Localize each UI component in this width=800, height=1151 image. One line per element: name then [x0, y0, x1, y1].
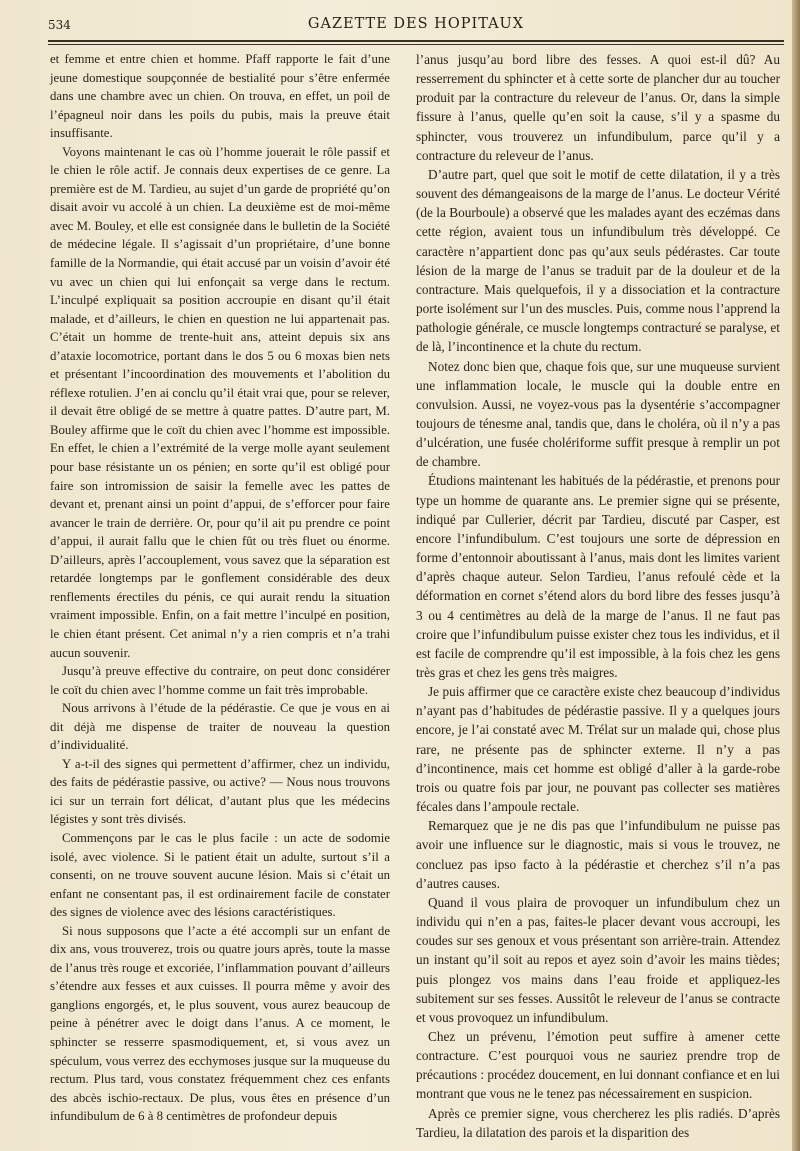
paragraph: Voyons maintenant le cas où l’homme jouerait le rôle passif et le chien le rôle actif. Je connais deux expertises de ce genre. La première est de M. Tardieu, au sujet d’un garde de propriété qu’on disait avoir vu accolé à un chien. La deuxième est de moi-même avec M. Bouley, et elle est consignée dans le bulletin de la Société de médecine légale. Il s’agissait d’un propriétaire, d’une bonne famille de la Normandie, qui était accusé par un voisin d’avoir été vu avec un chien qui lui enfonçait sa verge dans le rectum. L’inculpé expliquait sa position accroupie en disant qu’il était malade, et d’ailleurs, le chien en question ne lui appartenait pas. C’était un homme de trente-huit ans, atteint depuis six ans d’ataxie locomotrice, portant dans le dos 5 ou 6 moxas bien nets et présentant l’incoordination des mouvements et l’abolition du réflexe rotulien. J’en ai conclu qu’il était vrai que, pour se relever, il devait être obligé de se mettre à quatre pattes. D’autre part, M. Bouley affirme que le coït du chien avec l’homme est impossible. En effet, le chien a l’extrémité de la verge molle ayant seulement pour base résistante un os pénien; en sorte qu’il est obligé pour faire son intromission de saisir la femelle avec les pattes de devant et, prenant ainsi un point d’appui, de s’efforcer pour faire avancer le train de derrière. Or, pour qu’il ait pu prendre ce point d’appui, il aurait fallu que le chien fût ou très fluet ou énorme. D’ailleurs, après l’accouplement, vous savez que la séparation est retardée longtemps par le gonflement considérable des deux renflements érectiles du pénis, ce qui aurait rendu la situation vraiment impossible. Enfin, on a fait mettre l’inculpé en position, le chien étant présent. Cet animal n’y a rien compris et n’a trahi aucun souvenir.	[50, 144, 390, 660]
journal-title: GAZETTE DES HOPITAUX	[307, 16, 525, 32]
paragraph: Si nous supposons que l’acte a été accompli sur un enfant de dix ans, vous trouverez, trois ou quatre jours après, toute la masse de l’anus très rouge et excoriée, l’inflammation pouvant d’ailleurs s’étendre aux fesses et aux cuisses. Il pourra même y avoir des ganglions engorgés, et, le plus souvent, vous aurez beaucoup de peine à pénétrer avec le doigt dans l’anus. A ce moment, le sphincter se resserre spasmodiquement, et, si vous avez un spéculum, vous verrez des ecchymoses jusque sur la muqueuse du rectum. Plus tard, vous constatez fréquemment chez ces enfants des abcès ischio-rectaux. De plus, vous êtes en présence d’un infundibulum de 6 à 8 centimètres de profondeur depuis	[50, 923, 390, 1124]
paragraph: Quand il vous plaira de provoquer un infundibulum chez un individu qui n’en a pas, faites-le placer devant vous accroupi, les coudes sur ses genoux et vous présentant son arrière-train. Attendez un instant qu’il soit au repos et ayez soin d’avoir les mains tièdes; puis plongez vos mains dans l’eau froide et appliquez-les subitement sur ses fesses. Aussitôt le releveur de l’anus se contracte et vous provoquez un infundibulum.	[416, 894, 780, 1025]
paragraph: Commençons par le cas le plus facile : un acte de sodomie isolé, avec violence. Si le patient était un adulte, surtout s’il a consenti, on ne trouve souvent aucune lésion. Mais si c’était un enfant ne consentant pas, il est ordinairement facile de constater des signes de violence avec des lésions caractéristiques.	[50, 830, 390, 920]
paragraph: l’anus jusqu’au bord libre des fesses. A quoi est-il dû? Au resserrement du sphincter et à cette sorte de plancher dur au toucher produit par la contracture du releveur de l’anus. Or, dans la simple fissure à l’anus, quelle qu’en soit la cause, s’il y a spasme du sphincter, vous trouverez un infundibulum, parce qu’il y a contracture du releveur de l’anus.	[416, 52, 780, 163]
paragraph: D’autre part, quel que soit le motif de cette dilatation, il y a très souvent des démangeaisons de la marge de l’anus. Le docteur Vérité (de la Bourboule) a observé que les malades ayant des eczémas dans cette région, avaient tous un infundibulum très développé. Ce caractère n’appartient donc pas qu’aux seuls pédérastes. Car toute lésion de la marge de l’anus se traduit par de la douleur et de la contracture. Mais quelquefois, il y a dissociation et la contracture porte isolément sur l’un des muscles. Puis, comme nous l’apprend la pathologie générale, ce muscle longtemps contracturé se paralyse, et de là, l’incontinence et la chute du rectum.	[416, 166, 780, 355]
paragraph: Nous arrivons à l’étude de la pédérastie. Ce que je vous en ai dit déjà me dispense de traiter de nouveau la question d’individualité.	[50, 701, 390, 753]
paragraph: Jusqu’à preuve effective du contraire, on peut donc considérer le coït du chien avec l’homme comme un fait très improbable.	[50, 664, 390, 697]
paragraph: et femme et entre chien et homme. Pfaff rapporte le fait d’une jeune domestique soupçonnée de bestialité pour s’être enfermée dans une chambre avec un chien. On trouva, en effet, un poil de l’épagneul noir dans les poils du pubis, mais la preuve était insuffisante.	[50, 52, 390, 141]
left-column	[50, 50, 390, 1126]
header-rule-thick	[48, 40, 784, 42]
paragraph: Je puis affirmer que ce caractère existe chez beaucoup d’individus n’ayant pas d’habitudes de pédérastie passive. Il y a quelques jours encore, je l’ai constaté avec M. Trélat sur un malade qui, chose plus rare, ne présente pas de sphincter externe. Il n’y a pas d’incontinence, mais cet homme est obligé d’aller à la garde-robe trois ou quatre fois par jour, ne pouvant pas collecter ses matières fécales dans l’ampoule rectale.	[416, 684, 780, 815]
page-edge	[792, 0, 800, 1151]
paragraph: Étudions maintenant les habitués de la pédérastie, et prenons pour type un homme de quarante ans. Le premier signe qui se présente, indiqué par Cullerier, décrit par Tardieu, discuté par Casper, est encore l’infundibulum. C’est toujours une sorte de dépression en forme d’entonnoir aboutissant à l’anus, mais dont les limites varient d’après chaque auteur. Selon Tardieu, l’anus refoulé cède et la déformation en cornet s’étend alors du bord libre des fesses jusqu’à 3 ou 4 centimètres au delà de la marge de l’anus. Il ne faut pas croire que l’infundibulum puisse exister chez tous les individus, et il est facile de comprendre qu’il est impossible, à la fois chez les gens très gras et chez les gens très maigres.	[416, 473, 780, 680]
paragraph: Après ce premier signe, vous chercherez les plis radiés. D’après Tardieu, la dilatation des parois et la disparition des	[416, 1105, 780, 1140]
page-number: 534	[48, 18, 71, 32]
right-column	[416, 50, 780, 1142]
paragraph: Y a-t-il des signes qui permettent d’affirmer, chez un individu, des faits de pédérastie passive, ou active? — Nous nous trouvons ici sur un terrain fort délicat, d’autant plus que les médecins légistes y sont très divisés.	[50, 756, 390, 827]
page-header	[48, 14, 784, 36]
paragraph: Remarquez que je ne dis pas que l’infundibulum ne puisse pas avoir une influence sur le diagnostic, mais si vous le trouvez, ne concluez pas ipso facto à la pédérastie et cherchez s’il n’a pas d’autres causes.	[416, 818, 780, 891]
header-rule-thin	[48, 44, 784, 45]
paragraph: Notez donc bien que, chaque fois que, sur une muqueuse survient une inflammation locale, le muscle qui la double entre en convulsion. Aussi, ne voyez-vous pas la dysentérie s’accompagner toujours de ténesme anal, tandis que, dans le choléra, où il n’y a pas d’ulcération, une fusée cholériforme suffit presque à remplir un pot de chambre.	[416, 358, 780, 470]
paragraph: Chez un prévenu, l’émotion peut suffire à amener cette contracture. C’est pourquoi vous ne sauriez prendre trop de précautions : procédez doucement, en lui donnant confiance et en lui montrant que vous ne le tenez pas nécessairement en suspicion.	[416, 1028, 780, 1102]
